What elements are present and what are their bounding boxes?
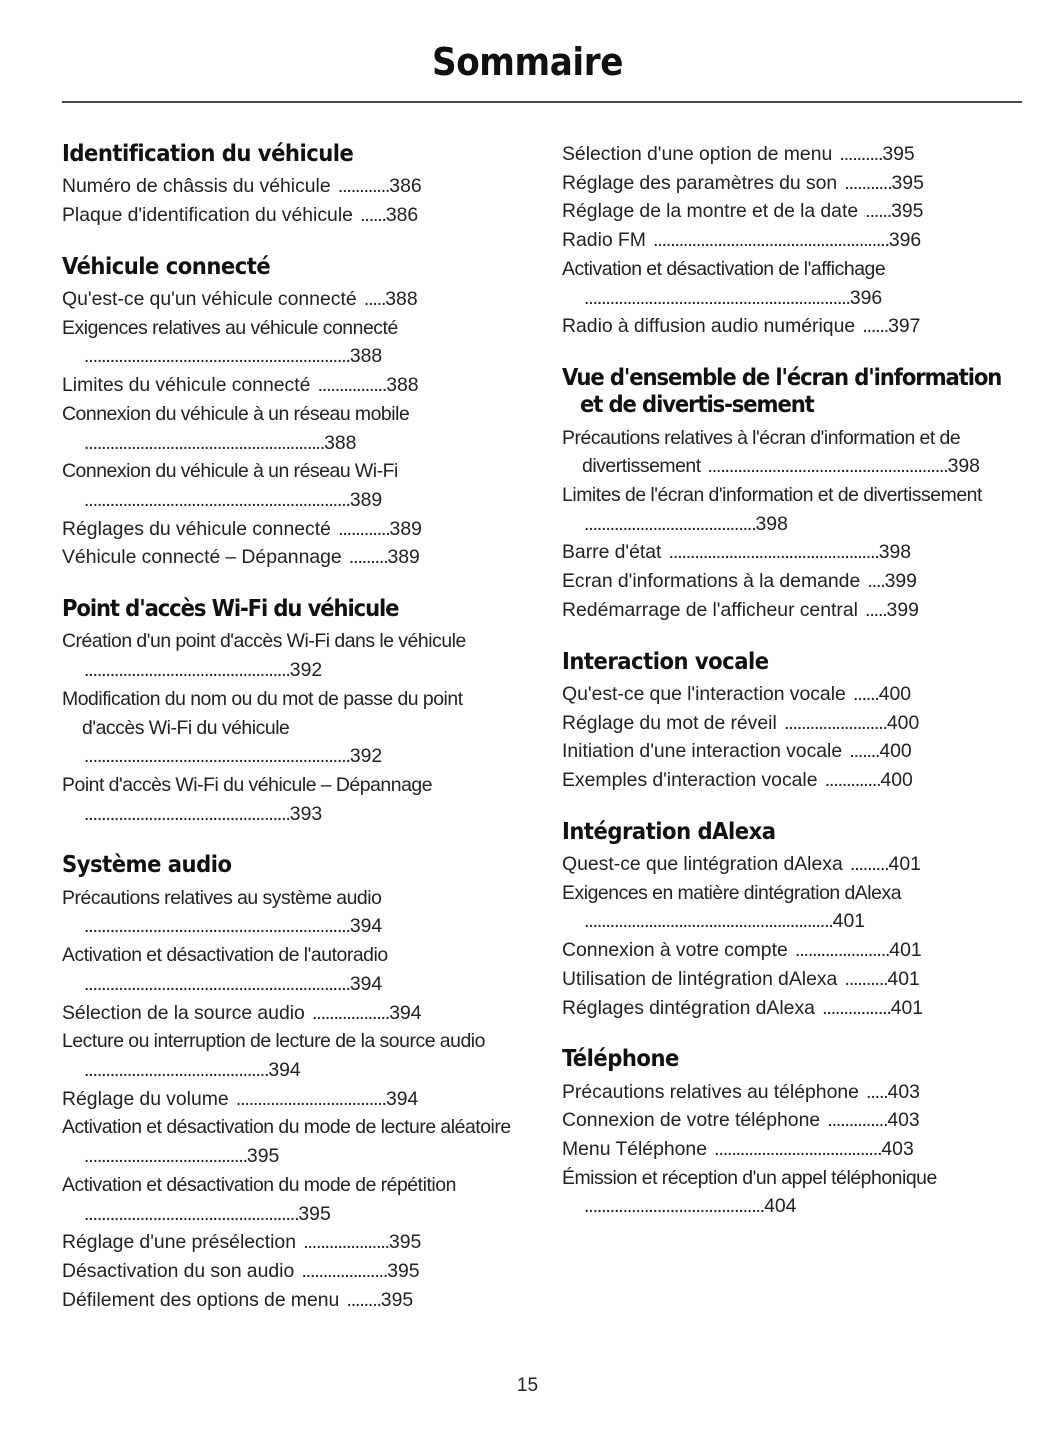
toc-entry[interactable] <box>562 538 1021 567</box>
toc-page-number: 389 <box>387 546 420 569</box>
toc-entry[interactable] <box>562 424 1021 481</box>
toc-entry-label: Réglage d'une présélection <box>62 1231 297 1254</box>
toc-dot-leader: ....................................................... <box>653 229 889 252</box>
toc-page-number: 398 <box>947 455 980 478</box>
toc-page-number: 395 <box>388 1231 422 1254</box>
toc-dot-leader: .................... <box>301 1260 388 1282</box>
toc-entry-label: Exemples d'interaction vocale <box>562 768 818 791</box>
toc-dot-leader: ............ <box>338 517 390 540</box>
toc-dot-leader: ....................................... <box>714 1137 882 1160</box>
toc-dot-leader: .......................................................... <box>584 910 833 933</box>
section-heading: Intégration dAlexa <box>562 816 776 845</box>
toc-entry[interactable] <box>562 1078 1021 1107</box>
toc-entry[interactable] <box>562 709 1021 738</box>
toc-dot-leader: ................................................ <box>84 659 290 682</box>
toc-page-number: 388 <box>349 345 383 368</box>
toc-entry-label: Émission et réception d'un appel téléphonique <box>562 1166 937 1189</box>
toc-entry-label: Défilement des options de menu <box>62 1288 340 1311</box>
toc-page-number: 395 <box>891 171 924 194</box>
toc-entry-list <box>62 627 521 828</box>
toc-entry[interactable] <box>62 1257 521 1286</box>
toc-entry-label: Menu Téléphone <box>562 1137 707 1160</box>
toc-dot-leader: ................ <box>822 996 891 1019</box>
toc-entry-label: Précautions relatives au téléphone <box>562 1080 859 1103</box>
toc-dot-leader: .............................................................. <box>584 286 850 309</box>
toc-entry-label: Point d'accès Wi-Fi du véhicule – Dépannage <box>62 773 433 796</box>
toc-entry[interactable] <box>562 1106 1021 1135</box>
toc-page-number: 395 <box>891 200 924 223</box>
toc-entry-label: Barre d'état <box>562 541 662 564</box>
toc-dot-leader: ..... <box>866 1080 888 1103</box>
toc-entry-list <box>562 1078 1021 1222</box>
toc-entry[interactable] <box>562 1164 1021 1221</box>
section-heading: Point d'accès Wi-Fi du véhicule <box>62 594 399 623</box>
toc-section <box>562 648 1021 795</box>
toc-entry-label: Sélection de la source audio <box>62 1001 305 1024</box>
toc-dot-leader: ....... <box>849 740 880 763</box>
toc-dot-leader: ......... <box>849 852 889 875</box>
toc-entry[interactable] <box>62 1171 521 1228</box>
toc-entry-label: Numéro de châssis du véhicule <box>62 175 331 198</box>
toc-page-number: 401 <box>889 939 922 962</box>
toc-dot-leader: ........ <box>346 1288 381 1311</box>
toc-dot-leader: .......................................... <box>584 1195 765 1218</box>
toc-page-number: 400 <box>879 740 912 763</box>
toc-page-number: 403 <box>887 1109 920 1132</box>
toc-entry[interactable] <box>62 941 521 998</box>
page-title: Sommaire <box>432 40 623 84</box>
toc-entry-label: Exigences en matière dintégration dAlexa <box>562 881 902 904</box>
section-heading: Véhicule connecté <box>62 251 271 280</box>
toc-dot-leader: .... <box>867 570 885 593</box>
toc-entry[interactable] <box>62 1286 521 1315</box>
toc-page-number: 395 <box>298 1202 331 1225</box>
toc-page-number: 403 <box>881 1137 914 1160</box>
toc-page-number: 395 <box>246 1145 280 1168</box>
toc-dot-leader: ................................................ <box>84 802 290 825</box>
toc-dot-leader: .................................................. <box>84 1202 299 1225</box>
toc-entry-label: Réglages du véhicule connecté <box>62 517 331 540</box>
toc-dot-leader: ..... <box>363 287 386 310</box>
toc-page-number: 388 <box>386 374 419 397</box>
toc-entry[interactable] <box>562 766 1021 795</box>
toc-section <box>562 1045 1021 1221</box>
toc-page-number: 397 <box>888 315 921 338</box>
section-heading: Téléphone <box>562 1044 679 1073</box>
toc-page-number: 399 <box>884 570 917 593</box>
toc-entry-label: Qu'est-ce que l'interaction vocale <box>562 682 846 705</box>
toc-entry-label: Limites de l'écran d'information et de divertissement <box>562 483 982 506</box>
toc-dot-leader: .............................................................. <box>84 488 350 511</box>
toc-page-number: 386 <box>389 175 422 198</box>
toc-section <box>62 253 521 572</box>
toc-entry[interactable] <box>562 226 1021 255</box>
toc-entry-label: Lecture ou interruption de lecture de la source audio <box>62 1030 485 1053</box>
toc-page-number: 395 <box>380 1288 414 1311</box>
toc-page-number: 396 <box>888 229 922 252</box>
section-heading: Interaction vocale <box>562 646 769 675</box>
toc-column <box>62 140 521 1314</box>
toc-entry[interactable] <box>62 999 521 1028</box>
toc-page-number: 401 <box>888 852 921 875</box>
toc-dot-leader: ...... <box>862 315 889 338</box>
toc-entry-label: Connexion du véhicule à un réseau mobile <box>62 402 410 425</box>
toc-entry-label: Redémarrage de l'afficheur central <box>562 598 858 621</box>
toc-entry[interactable] <box>62 543 521 572</box>
toc-entry[interactable] <box>562 169 1021 198</box>
toc-entry[interactable] <box>562 850 1021 879</box>
toc-entry[interactable] <box>62 1027 521 1084</box>
toc-entry[interactable] <box>62 884 521 941</box>
toc-page-number: 401 <box>887 967 920 990</box>
toc-entry-label: Connexion à votre compte <box>562 939 788 962</box>
toc-dot-leader: .............................................................. <box>84 745 350 768</box>
toc-dot-leader: ............ <box>337 175 390 198</box>
toc-page-number: 398 <box>755 512 788 535</box>
section-heading: Vue d'ensemble de l'écran d'information et de divertis-sement <box>562 363 1002 419</box>
toc-entry[interactable] <box>62 1228 521 1257</box>
toc-page-number: 389 <box>389 517 422 540</box>
toc-columns <box>62 140 1022 1314</box>
toc-dot-leader: .............. <box>827 1109 888 1132</box>
toc-entry-label: Création d'un point d'accès Wi-Fi dans le véhicule <box>62 630 466 653</box>
toc-entry-label: Activation et désactivation de l'autoradio <box>62 944 388 967</box>
toc-entry[interactable] <box>562 197 1021 226</box>
toc-dot-leader: .............................................................. <box>84 915 350 938</box>
toc-dot-leader: ..... <box>865 598 887 621</box>
toc-page-number: 400 <box>886 711 920 734</box>
toc-dot-leader: ...... <box>360 203 386 226</box>
section-heading: Système audio <box>62 850 232 879</box>
toc-page-number: 388 <box>385 287 418 310</box>
toc-page-number: 400 <box>880 768 913 791</box>
toc-entry[interactable] <box>62 1085 521 1114</box>
toc-entry-list <box>562 140 1021 341</box>
toc-dot-leader: ............. <box>824 768 881 791</box>
toc-page-number: 394 <box>268 1058 301 1081</box>
toc-entry-list <box>62 285 521 572</box>
toc-entry[interactable] <box>562 481 1021 538</box>
toc-entry[interactable] <box>62 457 521 514</box>
toc-section <box>562 140 1021 341</box>
toc-entry-label: Précautions relatives à l'écran d'information et de divertissement <box>562 426 961 478</box>
toc-entry-label: Connexion de votre téléphone <box>562 1109 821 1132</box>
toc-entry-label: Radio FM <box>562 229 646 252</box>
toc-page-number: 398 <box>878 541 912 564</box>
toc-entry-label: Sélection d'une option de menu <box>562 143 833 165</box>
page-number: 15 <box>516 1375 539 1396</box>
toc-page-number: 404 <box>764 1195 797 1218</box>
toc-entry-label: Activation et désactivation de l'affichage <box>562 257 886 280</box>
toc-section <box>562 818 1021 1023</box>
toc-entry[interactable] <box>62 371 521 400</box>
toc-page-number: 392 <box>289 659 323 682</box>
toc-entry-label: Plaque d'identification du véhicule <box>62 203 353 226</box>
toc-section <box>62 851 521 1314</box>
toc-page-number: 401 <box>890 996 924 1019</box>
toc-entry[interactable] <box>62 201 521 230</box>
toc-entry-label: Radio à diffusion audio numérique <box>562 315 856 338</box>
toc-dot-leader: ........................................................ <box>707 455 948 478</box>
toc-entry-label: Précautions relatives au système audio <box>62 886 382 909</box>
toc-dot-leader: .......... <box>839 143 883 165</box>
toc-entry[interactable] <box>62 285 521 314</box>
toc-entry-label: Désactivation du son audio <box>62 1260 295 1282</box>
toc-page-number: 403 <box>887 1080 920 1103</box>
toc-entry[interactable] <box>562 936 1021 965</box>
toc-dot-leader: ........... <box>844 171 892 194</box>
toc-dot-leader: ...... <box>853 682 879 705</box>
toc-column <box>562 140 1021 1221</box>
toc-section <box>62 595 521 828</box>
toc-dot-leader: .............................................................. <box>84 345 350 368</box>
toc-page-number: 394 <box>385 1087 419 1110</box>
toc-dot-leader: ........................................ <box>584 512 756 535</box>
toc-entry-label: Initiation d'une interaction vocale <box>562 740 843 763</box>
toc-entry-label: Connexion du véhicule à un réseau Wi-Fi <box>62 460 398 483</box>
toc-page-number: 389 <box>349 488 383 511</box>
toc-entry-list <box>562 424 1021 625</box>
toc-page-number: 394 <box>389 1001 422 1024</box>
toc-dot-leader: ........................ <box>783 711 887 734</box>
toc-entry-list <box>562 850 1021 1022</box>
toc-entry[interactable] <box>562 680 1021 709</box>
toc-entry-label: Exigences relatives au véhicule connecté <box>62 316 398 339</box>
toc-entry-label: Réglages dintégration dAlexa <box>562 996 815 1019</box>
toc-page-number: 400 <box>878 682 912 705</box>
toc-entry-label: Utilisation de lintégration dAlexa <box>562 967 838 990</box>
toc-dot-leader: ................................... <box>235 1087 386 1110</box>
toc-entry[interactable] <box>62 314 521 371</box>
toc-entry-label: Modification du nom ou du mot de passe du point d'accès Wi-Fi du véhicule <box>62 687 463 739</box>
toc-page-number: 394 <box>349 972 383 995</box>
toc-page-number: 399 <box>886 598 919 621</box>
toc-dot-leader: ........................................... <box>84 1058 269 1081</box>
toc-page-number: 396 <box>849 286 883 309</box>
toc-entry[interactable] <box>562 737 1021 766</box>
toc-dot-leader: ................ <box>317 374 387 397</box>
toc-entry-list <box>62 172 521 229</box>
toc-entry-label: Activation et désactivation du mode de lecture aléatoire <box>62 1116 511 1139</box>
toc-dot-leader: ................................................. <box>668 541 879 564</box>
toc-dot-leader: ...... <box>865 200 892 223</box>
toc-entry[interactable] <box>562 140 1021 169</box>
toc-entry[interactable] <box>562 255 1021 312</box>
toc-dot-leader: .................. <box>312 1001 390 1024</box>
toc-page-number: 395 <box>882 143 915 165</box>
toc-entry[interactable] <box>62 627 521 684</box>
toc-dot-leader: ......... <box>348 546 388 569</box>
toc-entry-label: Qu'est-ce qu'un véhicule connecté <box>62 287 357 310</box>
toc-page-number: 388 <box>324 431 357 454</box>
toc-dot-leader: ...................... <box>794 939 890 962</box>
toc-entry-label: Limites du véhicule connecté <box>62 374 311 397</box>
toc-dot-leader: .......... <box>844 967 888 990</box>
toc-entry[interactable] <box>562 1135 1021 1164</box>
toc-dot-leader: .................... <box>303 1231 389 1254</box>
toc-entry[interactable] <box>62 515 521 544</box>
toc-entry-label: Réglage du volume <box>62 1087 229 1110</box>
toc-page-number: 395 <box>387 1260 420 1282</box>
toc-entry[interactable] <box>62 172 521 201</box>
section-heading: Identification du véhicule <box>62 139 354 167</box>
toc-page-number: 386 <box>385 203 419 226</box>
title-divider <box>62 101 1022 103</box>
toc-section <box>562 364 1021 625</box>
toc-dot-leader: ...................................... <box>84 1145 247 1168</box>
toc-page-number: 401 <box>832 910 866 933</box>
toc-entry[interactable] <box>62 400 521 457</box>
toc-entry[interactable] <box>62 771 521 828</box>
toc-entry-label: Véhicule connecté – Dépannage <box>62 546 342 569</box>
toc-page-number: 394 <box>349 915 383 938</box>
toc-dot-leader: .............................................................. <box>84 972 350 995</box>
toc-entry[interactable] <box>562 567 1021 596</box>
toc-entry-list <box>62 884 521 1315</box>
toc-entry-label: Ecran d'informations à la demande <box>562 570 861 593</box>
toc-entry[interactable] <box>562 879 1021 936</box>
toc-section <box>62 140 521 230</box>
toc-page-number: 392 <box>349 745 383 768</box>
toc-entry[interactable] <box>62 1113 521 1170</box>
toc-entry[interactable] <box>562 965 1021 994</box>
toc-page-number: 393 <box>289 802 323 825</box>
toc-entry-label: Quest-ce que lintégration dAlexa <box>562 852 843 875</box>
toc-entry-label: Réglage des paramètres du son <box>562 171 838 194</box>
toc-entry[interactable] <box>562 994 1021 1023</box>
toc-entry[interactable] <box>562 312 1021 341</box>
toc-dot-leader: ........................................................ <box>84 431 325 454</box>
toc-entry[interactable] <box>562 596 1021 625</box>
toc-entry-list <box>562 680 1021 795</box>
toc-entry-label: Réglage du mot de réveil <box>562 711 777 734</box>
toc-entry-label: Activation et désactivation du mode de répétition <box>62 1173 456 1196</box>
toc-entry-label: Réglage de la montre et de la date <box>562 200 859 223</box>
toc-entry[interactable] <box>62 685 521 771</box>
